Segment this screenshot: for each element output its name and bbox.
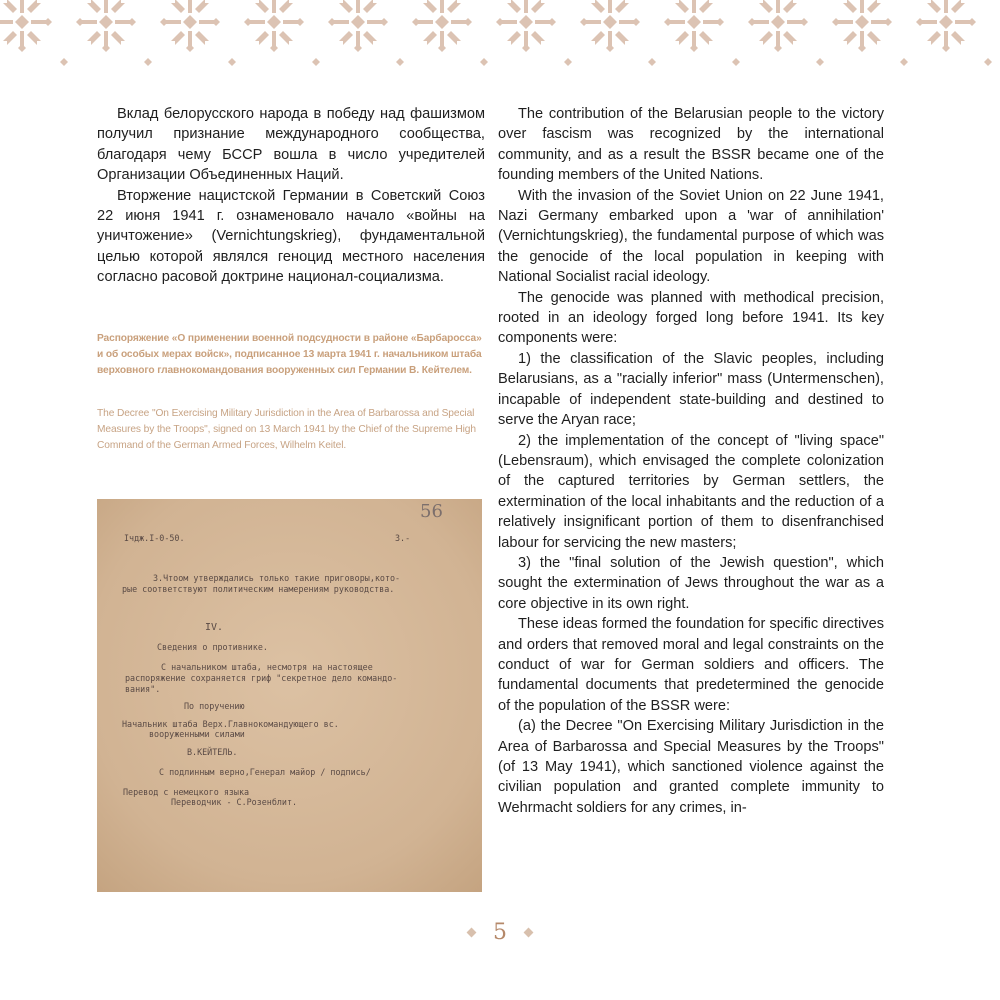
page-footer bbox=[0, 920, 1000, 952]
en-list-item-1: 1) the classification of the Slavic peoples, including Belarusians, as a "racially inferior" mass (Untermenschen), incapable of independent state-building and destined to serve the Aryan race; bbox=[498, 350, 884, 429]
image-caption-ru: Распоряжение «О применении военной подсудности в районе «Барбаросса» и об особых мерах войск», подписанное 13 марта 1941 г. начальником штаба верховного главнокомандования вооруженных сил Германии В. Кейтелем. bbox=[97, 333, 482, 376]
doc-line: 3.Чтоом утверждались только такие приговоры,кото- bbox=[153, 573, 401, 583]
doc-line: В.КЕЙТЕЛЬ. bbox=[187, 747, 238, 757]
right-column-text bbox=[498, 104, 884, 818]
doc-line: вооруженными силами bbox=[149, 729, 245, 739]
diamond-icon bbox=[466, 928, 476, 938]
doc-line: рые соответствуют политическим намерениям руководства. bbox=[122, 584, 395, 594]
typed-document-scan bbox=[97, 499, 482, 892]
en-list-item-3: 3) the "final solution of the Jewish question", which sought the extermination of Jews throughout the war as a core objective in its own right. bbox=[498, 554, 884, 612]
doc-section-number: IV. bbox=[205, 622, 224, 633]
archival-document-image bbox=[97, 499, 482, 892]
doc-line: По поручению bbox=[184, 701, 245, 711]
doc-line: вания". bbox=[125, 684, 161, 694]
doc-line: Сведения о противнике. bbox=[157, 642, 268, 652]
doc-line: Перевод с немецкого языка bbox=[123, 787, 250, 797]
doc-line: С начальником штаба, несмотря на настоящее bbox=[161, 662, 373, 672]
doc-line: распоряжение сохраняется гриф "секретное дело командо- bbox=[125, 673, 398, 683]
en-paragraph-1: The contribution of the Belarusian people to the victory over fascism was recognized by the international community, and as a result the BSSR became one of the founding members of the United Nations. bbox=[498, 106, 884, 184]
doc-corner-number: 56 bbox=[420, 501, 443, 522]
doc-line: С подлинным верно,Генерал майор / подпись/ bbox=[159, 767, 371, 777]
doc-line: Начальник штаба Верх.Главнокомандующего вс. bbox=[122, 719, 339, 729]
doc-header-right: 3.- bbox=[395, 533, 411, 543]
ornament-pattern bbox=[0, 0, 1000, 80]
ru-paragraph-1: Вклад белорусского народа в победу над фашизмом получил признание международного сообщества, благодаря чему БССР вошла в число учредителей Организации Объединенных Наций. bbox=[97, 106, 485, 184]
doc-header-left: Iчдж.I-0-50. bbox=[124, 533, 185, 543]
page-number: 5 bbox=[493, 920, 507, 945]
en-paragraph-4: These ideas formed the foundation for specific directives and orders that removed moral and legal constraints on the conduct of war for German soldiers and officers. The fundamental documents that predetermined the genocide of the population of the BSSR were: bbox=[498, 616, 884, 714]
en-paragraph-5: (a) the Decree "On Exercising Military Jurisdiction in the Area of Barbarossa and Special Measures by the Troops" (of 13 May 1941), which sanctioned violence against the civilian population and granted complete immunity to Wehrmacht soldiers for any crimes, in- bbox=[498, 718, 884, 816]
image-caption-en: The Decree "On Exercising Military Jurisdiction in the Area of Barbarossa and Special Measures by the Troops", signed on 13 March 1941 by the Chief of the Supreme High Command of the German Armed Forces, Wilhelm Keitel. bbox=[97, 408, 476, 451]
ru-paragraph-2: Вторжение нацистской Германии в Советский Союз 22 июня 1941 г. ознаменовало начало «войны на уничтожение» (Vernichtungskrieg), фундаментальной целью которой являлся геноцид местного населения согласно расовой доктрине национал-социализма. bbox=[97, 187, 485, 286]
en-paragraph-2: With the invasion of the Soviet Union on 22 June 1941, Nazi Germany embarked upon a 'war of annihilation' (Vernichtungskrieg), the fundamental purpose of which was the genocide of the local population in keeping with National Socialist racial ideology. bbox=[498, 187, 884, 286]
en-list-item-2: 2) the implementation of the concept of "living space" (Lebensraum), which envisaged the complete colonization of the captured territories by German settlers, the extermination of the local inhabitants and the reduction of a relatively insignificant portion of them to disenfranchised labour for servicing the new masters; bbox=[498, 432, 884, 551]
left-column-text bbox=[97, 104, 485, 288]
diamond-icon bbox=[524, 928, 534, 938]
doc-line: Переводчик - С.Розенблит. bbox=[171, 797, 298, 807]
ornament-band bbox=[0, 0, 1000, 80]
en-paragraph-3: The genocide was planned with methodical precision, rooted in an ideology forged long before 1941. Its key components were: bbox=[498, 289, 884, 347]
